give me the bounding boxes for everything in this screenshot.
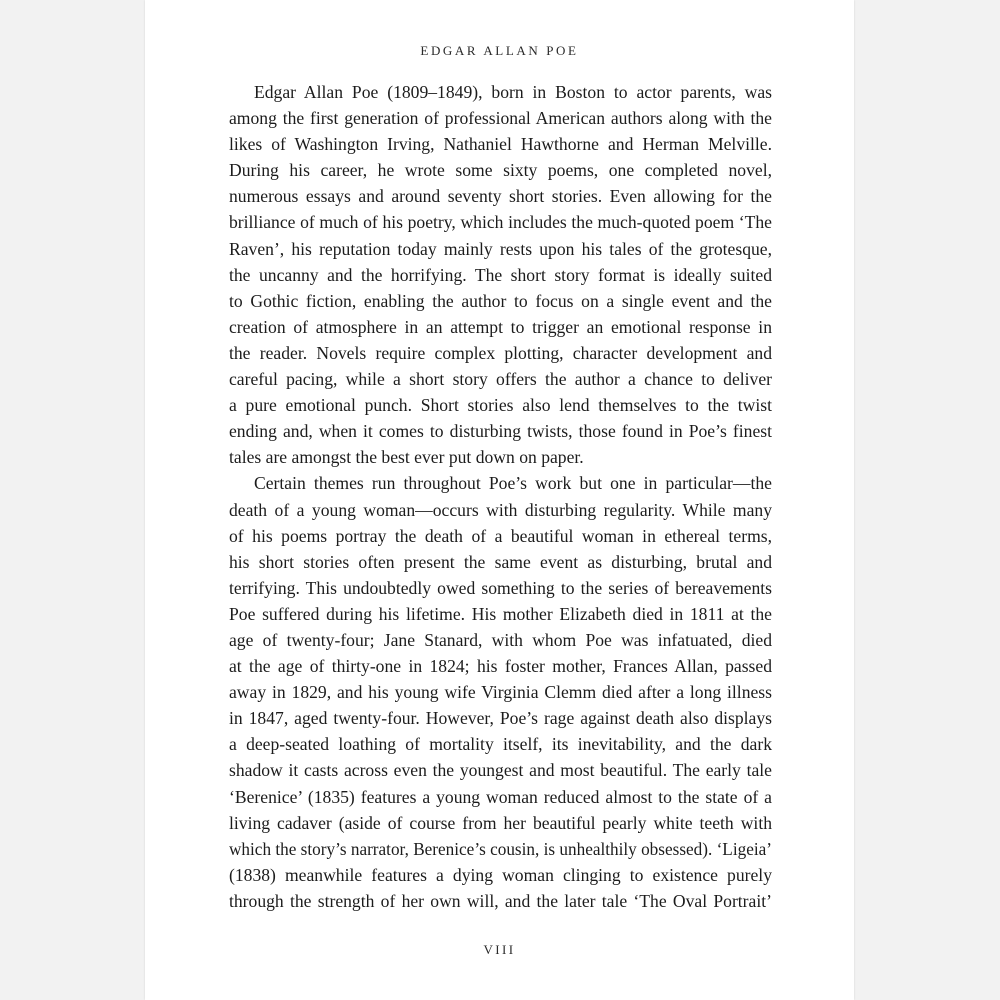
text-line: at the age of thirty-one in 1824; his foster mother, Frances Allan, passed [229, 656, 773, 677]
book-page [145, 0, 854, 1000]
text-line: Edgar Allan Poe (1809–1849), born in Boston to actor parents, was [254, 82, 772, 102]
text-line: tales are amongst the best ever put down on paper. [229, 447, 584, 468]
text-line: shadow it casts across even the youngest and most beautiful. The early tale [229, 760, 772, 781]
text-line: his short stories often present the same event as disturbing, brutal and [229, 551, 772, 572]
text-line: the uncanny and the horrifying. The short story format is ideally suited [229, 264, 772, 285]
text-line: age of twenty-four; Jane Stanard, with whom Poe was infatuated, died [229, 629, 772, 650]
text-line: likes of Washington Irving, Nathaniel Hawthorne and Herman Melville. [229, 134, 772, 155]
text-line: Raven’, his reputation today mainly rests upon his tales of the grotesque, [229, 238, 772, 259]
text-line: terrifying. This undoubtedly owed something to the series of bereavements [229, 577, 772, 598]
text-line: of his poems portray the death of a beautiful woman in ethereal terms, [229, 525, 772, 546]
text-line: living cadaver (aside of course from her beautiful pearly white teeth with [229, 812, 772, 833]
text-line: among the first generation of professional American authors along with the [229, 108, 772, 129]
text-line: a deep-seated loathing of mortality itself, its inevitability, and the dark [229, 734, 772, 755]
text-line: brilliance of much of his poetry, which includes the much-quoted poem ‘The [229, 212, 772, 233]
text-line: ending and, when it comes to disturbing twists, those found in Poe’s finest [229, 421, 772, 442]
text-line: the reader. Novels require complex plotting, character development and [229, 342, 772, 363]
text-line: to Gothic fiction, enabling the author to focus on a single event and the [229, 290, 772, 311]
text-line: which the story’s narrator, Berenice’s cousin, is unhealthily obsessed). ‘Ligeia’ [229, 838, 772, 859]
page-number: VIII [483, 942, 516, 957]
text-line: death of a young woman—occurs with disturbing regularity. While many [229, 499, 772, 520]
text-line: ‘Berenice’ (1835) features a young woman reduced almost to the state of a [229, 786, 772, 807]
text-line: away in 1829, and his young wife Virginia Clemm died after a long illness [229, 682, 772, 703]
text-line: During his career, he wrote some sixty poems, one completed novel, [229, 160, 772, 181]
text-line: in 1847, aged twenty-four. However, Poe’s rage against death also displays [229, 708, 772, 729]
text-line: Certain themes run throughout Poe’s work but one in particular—the [254, 473, 772, 494]
text-line: careful pacing, while a short story offers the author a chance to deliver [229, 369, 772, 390]
text-line: a pure emotional punch. Short stories also lend themselves to the twist [229, 395, 772, 416]
text-line: Poe suffered during his lifetime. His mother Elizabeth died in 1811 at the [229, 603, 772, 624]
text-line: (1838) meanwhile features a dying woman clinging to existence purely [229, 864, 772, 885]
text-line: creation of atmosphere in an attempt to trigger an emotional response in [229, 316, 772, 337]
running-head: EDGAR ALLAN POE [420, 43, 579, 58]
text-line: through the strength of her own will, and the later tale ‘The Oval Portrait’ [229, 890, 772, 911]
body-text [229, 79, 772, 914]
text-line: numerous essays and around seventy short stories. Even allowing for the [229, 186, 772, 207]
